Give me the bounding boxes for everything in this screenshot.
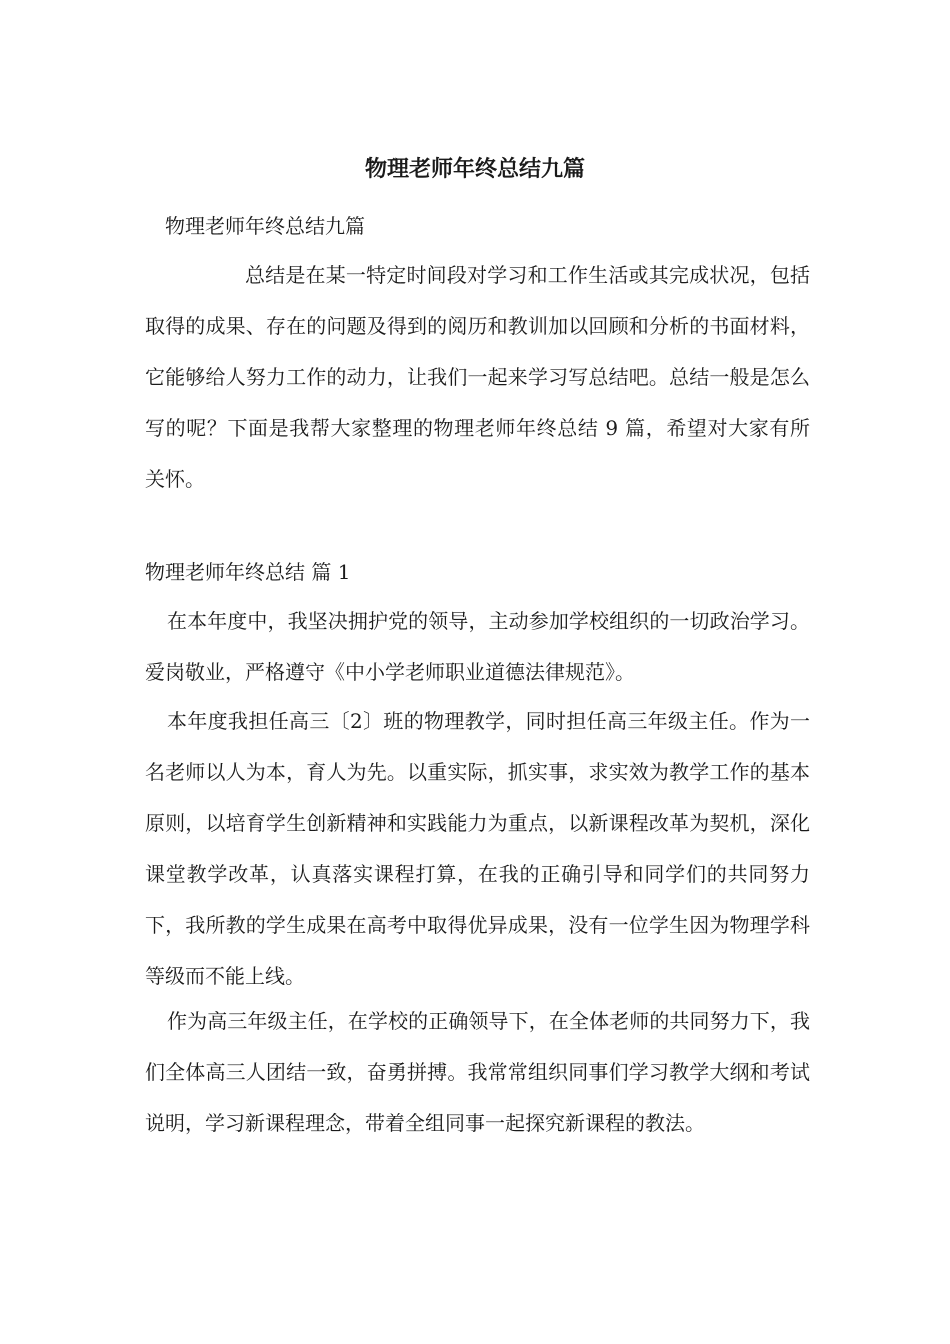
section-heading: 物理老师年终总结 篇 1 <box>145 560 351 584</box>
body-paragraph: 本年度我担任高三〔2〕班的物理教学，同时担任高三年级主任。作为一名老师以人为本，育人为先。以重实际，抓实事，求实效为教学工作的基本原则，以培育学生创新精神和实践能力为重点，以新课程改革为契机，深化课堂教学改革，认真落实课程打算，在我的正确引导和同学们的共同努力下，我所教的学生成果在高考中取得优异成果，没有一位学生因为物理学科等级而不能上线。 <box>145 709 810 988</box>
document-subtitle: 物理老师年终总结九篇 <box>165 214 365 238</box>
body-paragraph: 作为高三年级主任，在学校的正确领导下，在全体老师的共同努力下，我们全体高三人团结一致，奋勇拼搏。我常常组织同事们学习教学大纲和考试说明，学习新课程理念，带着全组同事一起探究新课程的教法。 <box>145 1009 810 1135</box>
document-title: 物理老师年终总结九篇 <box>364 157 585 182</box>
intro-paragraph: 总结是在某一特定时间段对学习和工作生活或其完成状况，包括取得的成果、存在的问题及得到的阅历和教训加以回顾和分析的书面材料，它能够给人努力工作的动力，让我们一起来学习写总结吧。总结一般是怎么写的呢？下面是我帮大家整理的物理老师年终总结 9 篇，希望对大家有所关怀。 <box>145 263 810 491</box>
body-paragraph: 在本年度中，我坚决拥护党的领导，主动参加学校组织的一切政治学习。爱岗敬业，严格遵守《中小学老师职业道德法律规范》。 <box>145 609 810 684</box>
